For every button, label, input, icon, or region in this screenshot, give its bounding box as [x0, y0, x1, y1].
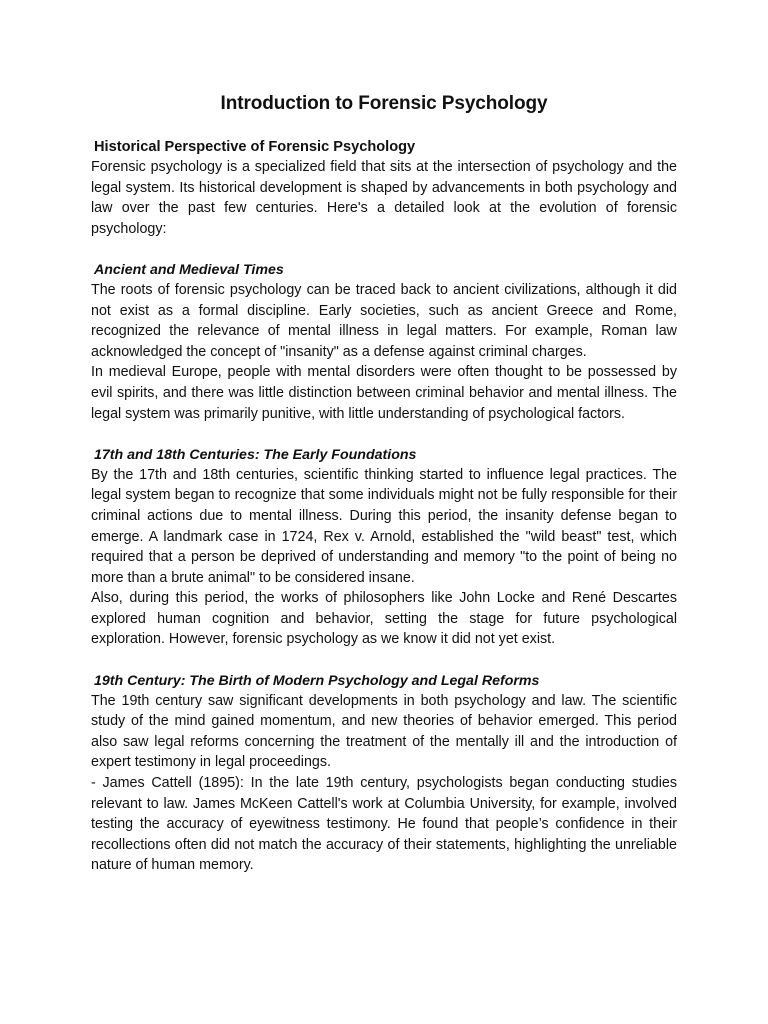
paragraph-insanity-defense: By the 17th and 18th centuries, scientific thinking started to influence legal practices. The legal system began to recognize that some individuals might not be fully responsible for their criminal actions due to mental illness. During this period, the insanity defense began to emerge. A landmark case in 1724, Rex v. Arnold, established the "wild beast" test, which required that a person be deprived of understanding and memory "to the point of being no more than a brute animal" to be considered insane.	[91, 466, 677, 586]
section-19th-century	[91, 671, 677, 876]
section-heading-17th-18th-centuries: 17th and 18th Centuries: The Early Foundations	[94, 446, 417, 463]
paragraph-philosophers: Also, during this period, the works of philosophers like John Locke and René Descartes explored human cognition and behavior, setting the stage for future psychological exploration. However, forensic psychology as we know it did not yet exist.	[91, 590, 677, 648]
spacer	[91, 424, 677, 445]
spacer	[91, 650, 677, 671]
paragraph-ancient: The roots of forensic psychology can be traced back to ancient civilizations, although it did not exist as a formal discipline. Early societies, such as ancient Greece and Rome, recognized the relevance of mental illness in legal matters. For example, Roman law acknowledged the concept of "insanity" as a defense against criminal charges.	[91, 281, 677, 360]
section-heading-19th-century: 19th Century: The Birth of Modern Psychology and Legal Reforms	[94, 672, 540, 689]
paragraph-medieval: In medieval Europe, people with mental disorders were often thought to be possessed by evil spirits, and there was little distinction between criminal behavior and mental illness. The legal system was primarily punitive, with little understanding of psychological factors.	[91, 364, 677, 422]
paragraph-james-cattell: - James Cattell (1895): In the late 19th century, psychologists began conducting studies relevant to law. James McKeen Cattell's work at Columbia University, for example, involved testing the accuracy of eyewitness testimony. He found that people’s confidence in their recollections often did not match the accuracy of their statements, highlighting the unreliable nature of human memory.	[91, 775, 677, 874]
document-page	[91, 90, 677, 876]
spacer	[91, 239, 677, 260]
section-ancient-medieval	[91, 260, 677, 424]
intro-section	[91, 137, 677, 239]
section-heading-historical-perspective: Historical Perspective of Forensic Psychology	[94, 139, 416, 155]
page-title: Introduction to Forensic Psychology	[220, 93, 548, 114]
section-heading-ancient-medieval: Ancient and Medieval Times	[94, 261, 284, 278]
section-17th-18th-centuries	[91, 445, 677, 650]
intro-paragraph: Forensic psychology is a specialized field that sits at the intersection of psychology and the legal system. Its historical development is shaped by advancements in both psychology and law over the past few centuries. Here's a detailed look at the evolution of forensic psychology:	[91, 159, 677, 237]
paragraph-19th-century: The 19th century saw significant developments in both psychology and law. The scientific study of the mind gained momentum, and new theories of behavior emerged. This period also saw legal reforms concerning the treatment of the mentally ill and the introduction of expert testimony in legal proceedings.	[91, 692, 677, 771]
